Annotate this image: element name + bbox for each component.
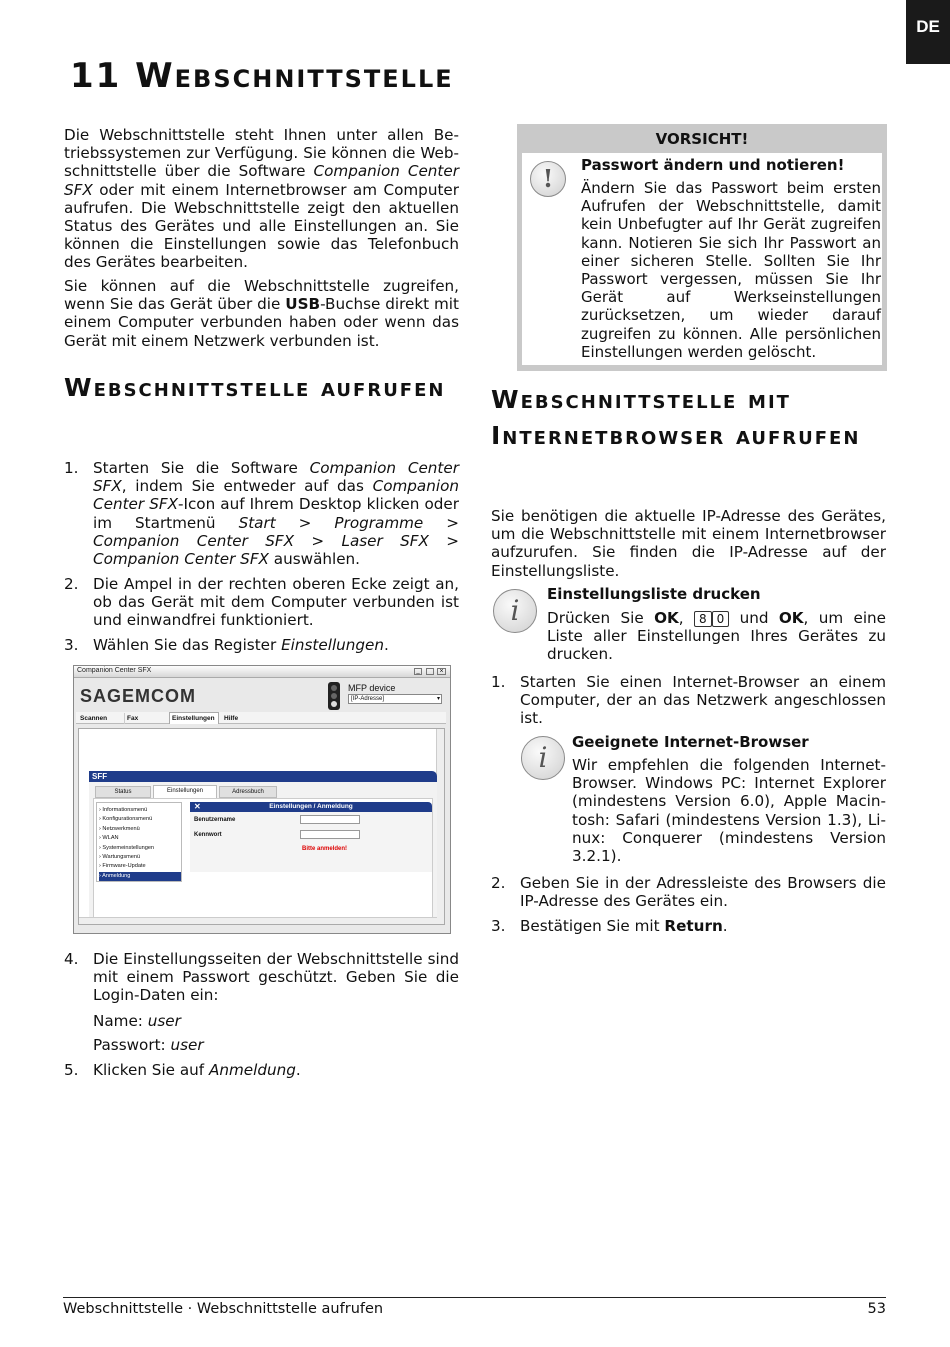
footer-breadcrumb: Webschnittstelle · Webschnittstelle aufrufen	[63, 1301, 384, 1317]
caution-text: Ändern Sie das Passwort beim ersten Aufrufen der Webschnittstelle, damit kein Unbefugter auf Ihr Gerät zugreifen kann. Notieren Sie sich Ihr Passwort an einer sicheren Stelle. Sollten Sie Ihr Passwort vergessen, müssen Sie Ihr Gerät auf Werkseinstellungen zurücksetzen, um wieder darauf zugreifen zu können. Alle persönlichen Einstellungen werden gelöscht.	[581, 179, 881, 361]
login-password-line: Passwort: user	[93, 1036, 204, 1054]
window-title: Companion Center SFX	[77, 667, 152, 674]
horizontal-scrollbar[interactable]	[79, 917, 437, 924]
key-0: 0	[712, 611, 730, 627]
username-label: Benutzername	[194, 817, 236, 823]
info-icon: i	[521, 736, 565, 780]
list-item: 3. Wählen Sie das Register Einstellungen.	[64, 636, 389, 654]
device-label: MFP device	[348, 683, 396, 693]
menu-item-active[interactable]: › Anmeldung	[99, 872, 181, 881]
caution-box	[517, 124, 887, 371]
password-input[interactable]	[300, 830, 360, 839]
list-item: 2. Geben Sie in der Adressleiste des Browsers die IP-Adresse des Gerätes ein.	[491, 874, 886, 911]
sff-header: SFF	[89, 771, 437, 782]
login-hint: Bitte anmelden!	[302, 846, 348, 852]
tools-icon: ✕	[194, 802, 201, 811]
tab-einstellungen[interactable]: Einstellungen	[169, 712, 219, 724]
minimize-icon[interactable]: _	[414, 668, 422, 675]
section-heading-internetbrowser: Webschnittstelle mit Internetbrowser aufrufen	[491, 385, 861, 450]
key-8: 8	[694, 611, 712, 627]
page-number: 53	[867, 1301, 886, 1317]
menu-item[interactable]: › Informationsmenü	[99, 807, 148, 813]
note-title: Einstellungsliste drucken	[547, 585, 761, 603]
section2-intro: Sie benötigen die aktuelle IP-Adresse des Gerätes, um die Webschnittstelle mit einem Internetbrowser aufzurufen. Sie finden die IP-Adresse auf der Einstellungsliste.	[491, 507, 886, 580]
intro-paragraph-1: Die Webschnittstelle steht Ihnen unter allen Betriebssystemen zur Verfügung. Sie können die Webschnittstelle über die Software Companion Center SFX oder mit einem Internetbrowser am Computer aufrufen. Die Webschnittstelle zeigt den aktuellen Status des Gerätes und alle Einstellungen an. Sie können die Einstellungen sowie das Telefonbuch des Gerätes bearbeiten.	[64, 126, 459, 272]
tab-scannen[interactable]: Scannen	[80, 715, 108, 722]
note-text: Drücken Sie OK, 8 0 und OK, um eine Liste aller Einstellungen Ihres Gerätes zu drucken.	[547, 609, 887, 664]
content-frame	[78, 728, 445, 925]
list-item: 1. Starten Sie einen Internet-Browser an einem Computer, der an das Netzwerk angeschlossen ist.	[491, 673, 886, 728]
sff-panel	[89, 782, 437, 922]
menu-item[interactable]: › Konfigurationsmenü	[99, 816, 153, 823]
companion-center-screenshot	[73, 665, 451, 934]
maximize-icon[interactable]	[426, 668, 434, 675]
caution-title: Passwort ändern und notieren!	[581, 156, 845, 174]
section-heading-aufrufen: Webschnittstelle aufrufen	[64, 373, 446, 402]
tab-einstellungen-sub[interactable]: Einstellungen	[153, 785, 217, 798]
intro-paragraph-2: Sie können auf die Webschnittstelle zugreifen, wenn Sie das Gerät über die USB-Buchse direkt mit einem Computer verbunden haben oder wenn das Gerät mit einem Netzwerk verbunden ist.	[64, 277, 459, 350]
info-icon: i	[493, 589, 537, 633]
menu-item[interactable]: › Systemeinstellungen	[99, 844, 155, 851]
list-item: 5. Klicken Sie auf Anmeldung.	[64, 1061, 301, 1079]
password-label: Kennwort	[194, 832, 222, 838]
note-title: Geeignete Internet-Browser	[572, 733, 809, 751]
tab-adressbuch[interactable]: Adressbuch	[219, 786, 277, 798]
settings-body	[93, 798, 433, 920]
menu-item[interactable]: › Netzwerkmenü	[99, 825, 140, 832]
list-item: 2. Die Ampel in der rechten oberen Ecke zeigt an, ob das Gerät mit dem Computer verbunden ist und einwandfrei funktioniert.	[64, 575, 459, 630]
close-icon[interactable]: ×	[437, 668, 446, 675]
exclamation-icon: !	[530, 161, 566, 197]
window-titlebar	[74, 666, 450, 678]
chapter-title: 11 Webschnittstelle	[70, 56, 454, 96]
login-name-line: Name: user	[93, 1012, 181, 1030]
username-input[interactable]	[300, 815, 360, 824]
menu-item[interactable]: › Wartungsmenü	[99, 854, 141, 861]
note-text: Wir empfehlen die folgenden Internet-Browser. Windows PC: Internet Explorer (mindestens Version 6.0), Apple Macintosh: Safari (mindestens Version 1.3), Linux: Conquerer (mindestens Version 3.2.1).	[572, 756, 886, 866]
tab-status[interactable]: Status	[95, 786, 151, 798]
login-panel-header: ✕ Einstellungen / Anmeldung	[190, 802, 432, 812]
list-item: 3. Bestätigen Sie mit Return.	[491, 917, 728, 935]
main-tab-bar	[76, 712, 446, 724]
list-item: 4. Die Einstellungsseiten der Webschnittstelle sind mit einem Passwort geschützt. Geben Sie die Login-Daten ein:	[64, 950, 459, 1005]
chevron-down-icon: ▾	[436, 696, 440, 702]
login-form	[190, 812, 432, 872]
tab-fax[interactable]: Fax	[124, 713, 168, 724]
footer-rule	[63, 1297, 886, 1298]
sagemcom-logo: SAGEMCOM	[80, 686, 196, 706]
menu-item[interactable]: › WLAN	[99, 835, 119, 842]
list-item: 1. Starten Sie die Software Companion Center SFX, indem Sie entweder auf das Companion Center SFX-Icon auf Ihrem Desktop klicken oder im Startmenü Start > Programme > Companion Center SFX > Laser SFX > Companion Center SFX auswählen.	[64, 459, 459, 569]
language-tab: DE	[906, 0, 950, 64]
traffic-light-icon	[328, 682, 340, 710]
scrollbar[interactable]	[436, 729, 444, 924]
tab-hilfe[interactable]: Hilfe	[224, 715, 239, 722]
caution-heading: VORSICHT!	[655, 130, 749, 148]
device-select[interactable]: [IP-Adresse] ▾	[348, 694, 442, 704]
settings-menu	[96, 802, 182, 882]
menu-item[interactable]: › Firmware-Update	[99, 863, 146, 870]
